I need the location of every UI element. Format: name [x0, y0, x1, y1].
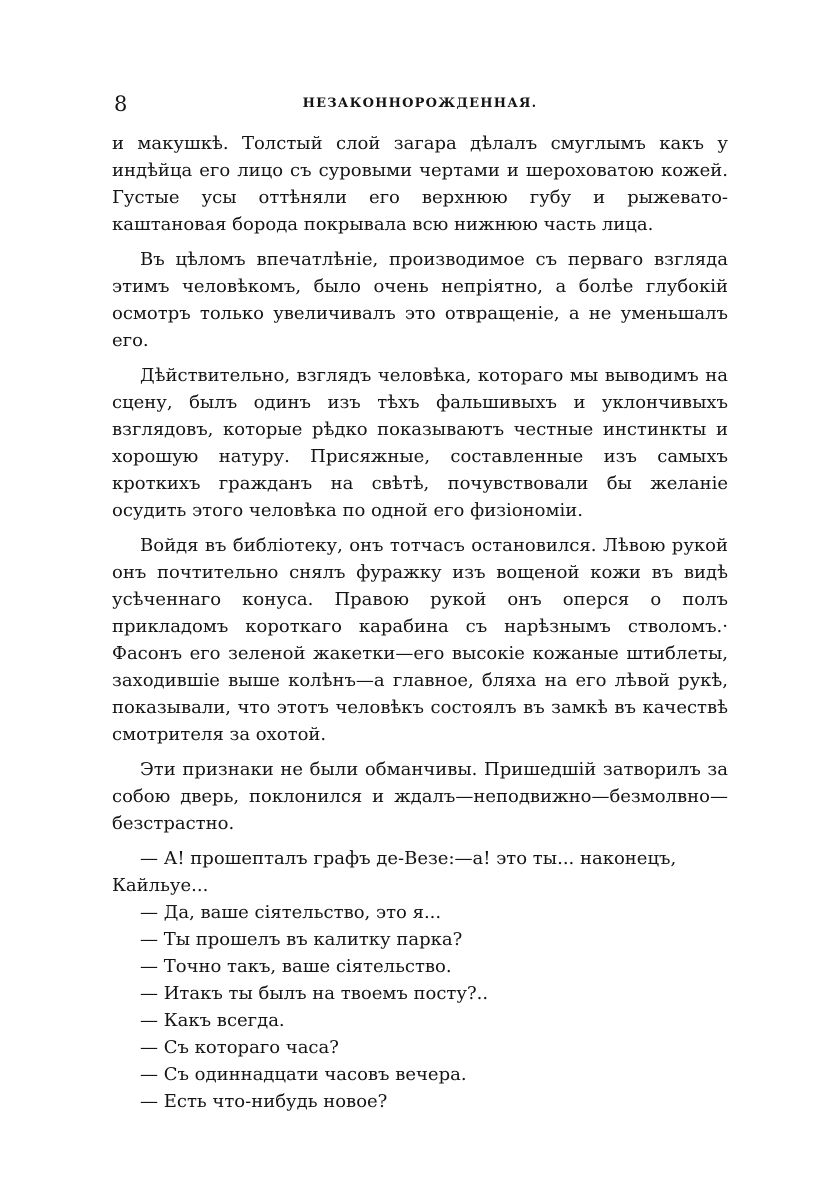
paragraph: и макушкѣ. Толстый слой загара дѣлалъ смуглымъ какъ у индѣйца его лицо съ суровыми чертами и шероховатою кожей. Густые усы оттѣняли его верхнюю губу и рыжевато-каштановая борода покрывала всю нижнюю часть лица.	[112, 133, 728, 235]
dialogue-line: — Ты прошелъ въ калитку парка?	[140, 929, 463, 950]
dialogue-line: — Да, ваше сіятельство, это я...	[140, 902, 442, 923]
paragraph: Въ цѣломъ впечатлѣніе, производимое съ перваго взгляда этимъ человѣкомъ, было очень непріятно, а болѣе глубокій осмотръ только увеличивалъ это отвращеніе, а не уменьшалъ его.	[112, 249, 728, 351]
dialogue-line: — Точно такъ, ваше сіятельство.	[140, 956, 452, 977]
page-number: 8	[114, 92, 128, 116]
dialogue-line: — Итакъ ты былъ на твоемъ посту?..	[140, 983, 489, 1004]
paragraph: Дѣйствительно, взглядъ человѣка, котораго мы выводимъ на сцену, былъ одинъ изъ тѣхъ фальшивыхъ и уклончивыхъ взглядовъ, которые рѣдко показываютъ честные инстинкты и хорошую натуру. Присяжные, составленные изъ самыхъ кроткихъ гражданъ на свѣтѣ, почувствовали бы желаніе осудить этого человѣка по одной его физіономіи.	[112, 365, 728, 521]
paragraph: Эти признаки не были обманчивы. Пришедшій затворилъ за собою дверь, поклонился и ждалъ—неподвижно—безмолвно—безстрастно.	[112, 759, 728, 834]
dialogue-line: — Какъ всегда.	[140, 1010, 285, 1031]
dialogue-line: — Съ котораго часа?	[140, 1037, 339, 1058]
dialogue-line: — А! прошепталъ графъ де-Везе:—а! это ты... наконецъ, Кайльуе...	[112, 848, 677, 896]
page-header	[112, 92, 728, 118]
dialogue-line: — Съ одиннадцати часовъ вечера.	[140, 1064, 467, 1085]
dialogue-line: — Есть что-нибудь новое?	[140, 1091, 388, 1112]
running-title: НЕЗАКОННОРОЖДЕННАЯ.	[302, 96, 538, 111]
body-text	[112, 130, 728, 1115]
paragraph: Войдя въ библіотеку, онъ тотчасъ остановился. Лѣвою рукой онъ почтительно снялъ фуражку изъ вощеной кожи въ видѣ усѣченнаго конуса. Правою рукой онъ оперся о полъ прикладомъ короткаго карабина съ нарѣзнымъ стволомъ.· Фасонъ его зеленой жакетки—его высокіе кожаные штиблеты, заходившіе выше колѣнъ—а главное, бляха на его лѣвой рукѣ, показывали, что этотъ человѣкъ состоялъ въ замкѣ въ качествѣ смотрителя за охотой.	[112, 535, 728, 745]
